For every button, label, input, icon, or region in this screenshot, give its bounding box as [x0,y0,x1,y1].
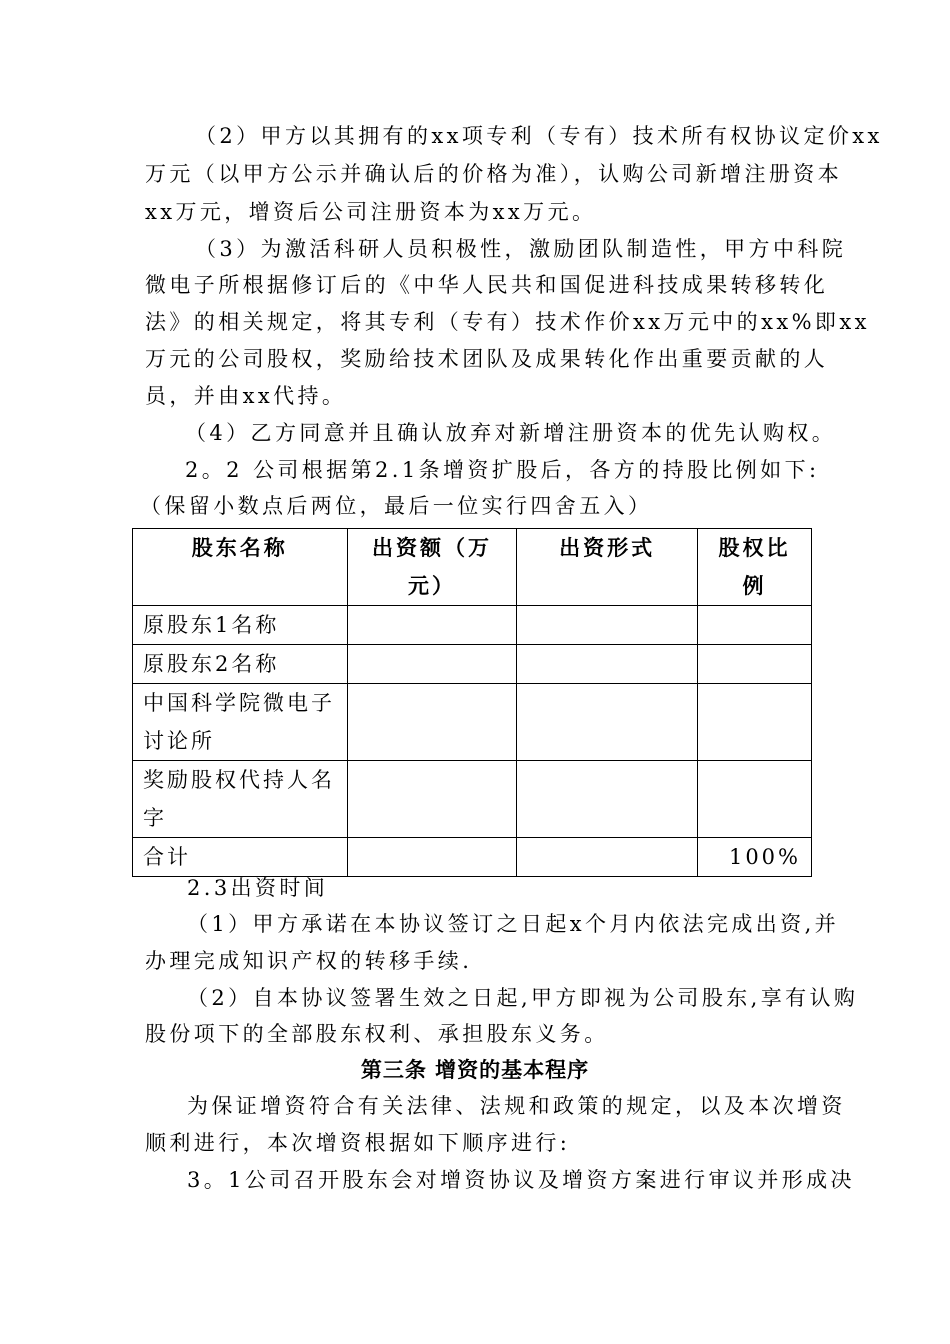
col-header-amount: 出资额（万元） [347,529,517,606]
cell-amount [347,606,517,645]
cell-shareholder: 原股东2名称 [133,645,348,684]
section-2-3-1-line-1: （1）甲方承诺在本协议签订之日起x个月内依法完成出资,并 [187,912,840,936]
section-2-2-line-2: （保留小数点后两位，最后一位实行四舍五入） [140,494,653,518]
table-header-row [133,529,812,606]
para-3-line-5: 员，并由xx代持。 [145,384,347,408]
col-header-shareholder: 股东名称 [133,529,348,606]
table-row [133,684,812,761]
cell-form [517,684,698,761]
cell-total-ratio: 100% [698,838,812,877]
section-2-3-2-line-2: 股份项下的全部股东权利、承担股东义务。 [145,1022,609,1046]
table-row [133,606,812,645]
article-3-heading: 第三条 增资的基本程序 [360,1057,590,1082]
cell-form [517,761,698,838]
cell-amount [347,645,517,684]
para-2-line-1: （2）甲方以其拥有的xx项专利（专有）技术所有权协议定价xx [195,124,883,148]
cell-ratio [698,606,812,645]
section-2-2-line-1: 2。2 公司根据第2.1条增资扩股后，各方的持股比例如下: [185,458,820,482]
table-row [133,645,812,684]
cell-ratio [698,684,812,761]
cell-shareholder: 中国科学院微电子讨论所 [133,684,348,761]
cell-ratio [698,645,812,684]
para-3-line-1: （3）为激活科研人员积极性，激励团队制造性，甲方中科院 [195,237,847,261]
table-row [133,761,812,838]
col-header-ratio: 股权比例 [698,529,812,606]
cell-form [517,645,698,684]
cell-shareholder: 原股东1名称 [133,606,348,645]
article-3-intro-line-2: 顺利进行，本次增资根据如下顺序进行: [145,1131,571,1155]
section-2-3-1-line-2: 办理完成知识产权的转移手续. [145,949,473,973]
col-header-form: 出资形式 [517,529,698,606]
section-2-3-title: 2.3出资时间 [187,876,329,900]
cell-ratio [698,761,812,838]
para-2-line-2: 万元（以甲方公示并确认后的价格为准），认购公司新增注册资本 [145,162,843,186]
section-3-1-line-1: 3。1公司召开股东会对增资协议及增资方案进行审议并形成决 [187,1168,855,1192]
cell-amount [347,761,517,838]
para-3-line-2: 微电子所根据修订后的《中华人民共和国促进科技成果转移转化 [145,273,829,297]
para-3-line-4: 万元的公司股权，奖励给技术团队及成果转化作出重要贡献的人 [145,347,829,371]
para-2-line-3: xx万元，增资后公司注册资本为xx万元。 [145,200,597,224]
article-3-intro-line-1: 为保证增资符合有关法律、法规和政策的规定，以及本次增资 [187,1094,846,1118]
cell-total-label: 合计 [133,838,348,877]
cell-amount [347,684,517,761]
section-2-3-2-line-1: （2）自本协议签署生效之日起,甲方即视为公司股东,享有认购 [187,986,859,1010]
shareholding-table [132,528,812,877]
para-4-line-1: （4）乙方同意并且确认放弃对新增注册资本的优先认购权。 [185,421,837,445]
para-3-line-3: 法》的相关规定，将其专利（专有）技术作价xx万元中的xx%即xx [145,310,870,334]
cell-shareholder: 奖励股权代持人名字 [133,761,348,838]
cell-form [517,606,698,645]
